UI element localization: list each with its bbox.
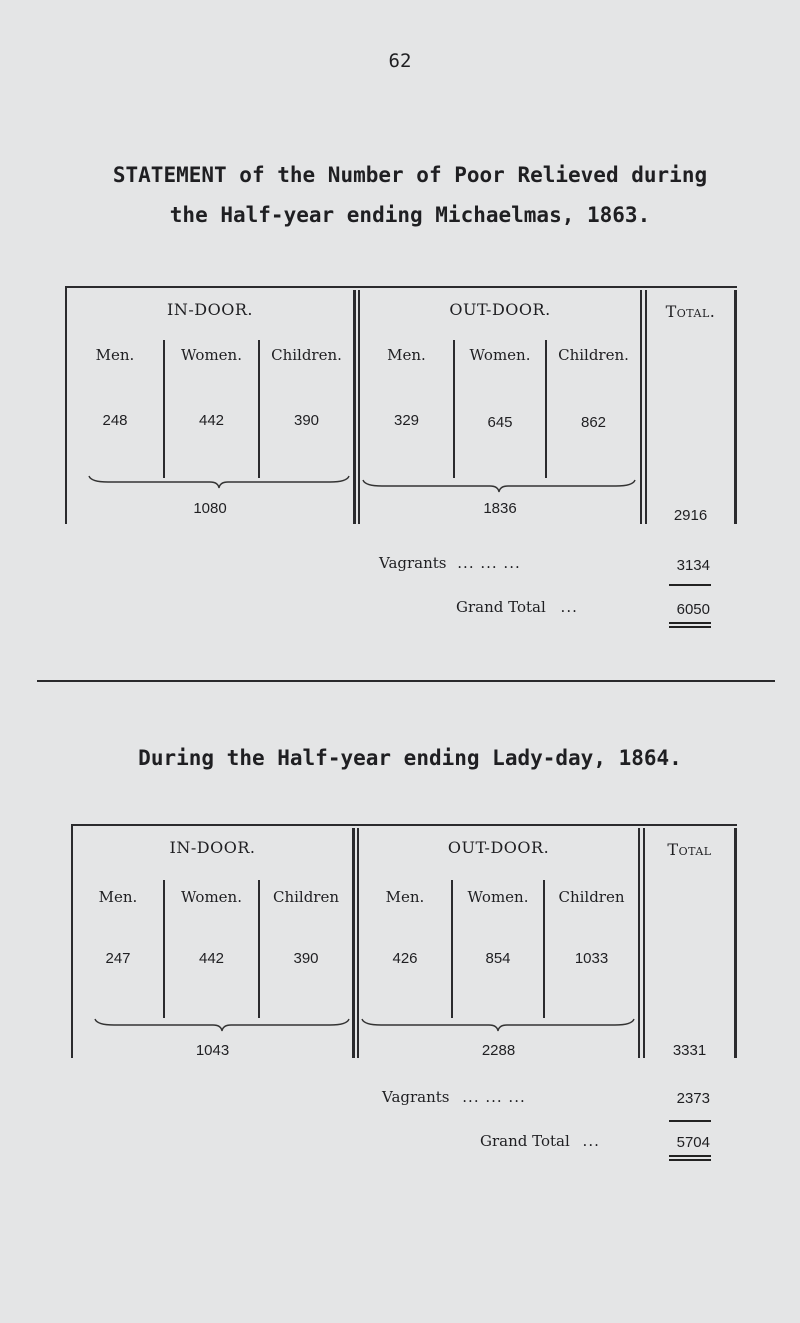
vagrants-value: 2373: [676, 1090, 710, 1107]
total-header: Total: [667, 840, 712, 859]
grand-total-value: 5704: [676, 1134, 710, 1151]
outdoor-men-value: 329: [393, 412, 420, 429]
indoor-children-header: Children: [272, 888, 340, 906]
outdoor-brace: [361, 1017, 635, 1033]
indoor-total-value: 1080: [193, 500, 227, 517]
indoor-brace: [94, 1017, 350, 1033]
outdoor-total-value: 2288: [481, 1042, 516, 1059]
page-number: 62: [388, 50, 412, 72]
outdoor-men-header: Men.: [385, 888, 425, 906]
indoor-children-value: 390: [293, 950, 319, 967]
sum-rule: [669, 1120, 711, 1122]
table-top-rule: [73, 824, 737, 826]
indoor-children-value: 390: [293, 412, 320, 429]
vagrants-value: 3134: [676, 557, 710, 574]
table-left-rule: [71, 824, 73, 1058]
outdoor-women-value: 645: [487, 414, 513, 431]
indoor-women-header: Women.: [181, 888, 242, 906]
grand-total-label: Grand Total ...: [480, 1132, 600, 1150]
outdoor-total-value: 1836: [483, 500, 517, 517]
outdoor-women-value: 854: [485, 950, 511, 967]
total-value: 3331: [672, 1042, 707, 1059]
indoor-men-value: 248: [102, 412, 128, 429]
outdoor-children-value: 1033: [574, 950, 609, 967]
indoor-header: IN-DOOR.: [169, 838, 256, 857]
vagrants-label: Vagrants ... ... ...: [379, 554, 521, 572]
outdoor-children-header: Children: [558, 888, 625, 906]
grand-total-value: 6050: [676, 601, 710, 618]
vagrants-label: Vagrants ... ... ...: [382, 1088, 526, 1106]
outdoor-children-value: 862: [580, 414, 607, 431]
table-right-rule: [734, 828, 737, 1058]
outdoor-women-header: Women.: [467, 888, 529, 906]
indoor-women-header: Women.: [181, 346, 242, 364]
indoor-outdoor-divider: [352, 828, 355, 1058]
indoor-women-value: 442: [198, 412, 225, 429]
outdoor-women-header: Women.: [469, 346, 531, 364]
total-header: Total.: [665, 302, 716, 321]
indoor-men-header: Men.: [95, 346, 135, 364]
section1-title-line2: the Half-year ending Michaelmas, 1863.: [169, 203, 651, 227]
indoor-men-value: 247: [105, 950, 131, 967]
outdoor-men-header: Men.: [387, 346, 426, 364]
outdoor-total-divider: [638, 828, 640, 1058]
indoor-men-header: Men.: [98, 888, 138, 906]
grand-total-label: Grand Total ...: [456, 598, 578, 616]
indoor-women-value: 442: [198, 950, 225, 967]
indoor-header: IN-DOOR.: [167, 300, 253, 319]
total-value: 2916: [673, 507, 708, 524]
section2-title: During the Half-year ending Lady-day, 1864.: [138, 746, 682, 770]
section1-title-line1: STATEMENT of the Number of Poor Relieved during: [112, 163, 708, 187]
outdoor-header: OUT-DOOR.: [449, 300, 551, 319]
outdoor-children-header: Children.: [558, 346, 629, 364]
indoor-total-value: 1043: [195, 1042, 230, 1059]
double-rule: [669, 1155, 711, 1157]
outdoor-header: OUT-DOOR.: [447, 838, 550, 857]
indoor-children-header: Children.: [271, 346, 342, 364]
outdoor-men-value: 426: [392, 950, 418, 967]
